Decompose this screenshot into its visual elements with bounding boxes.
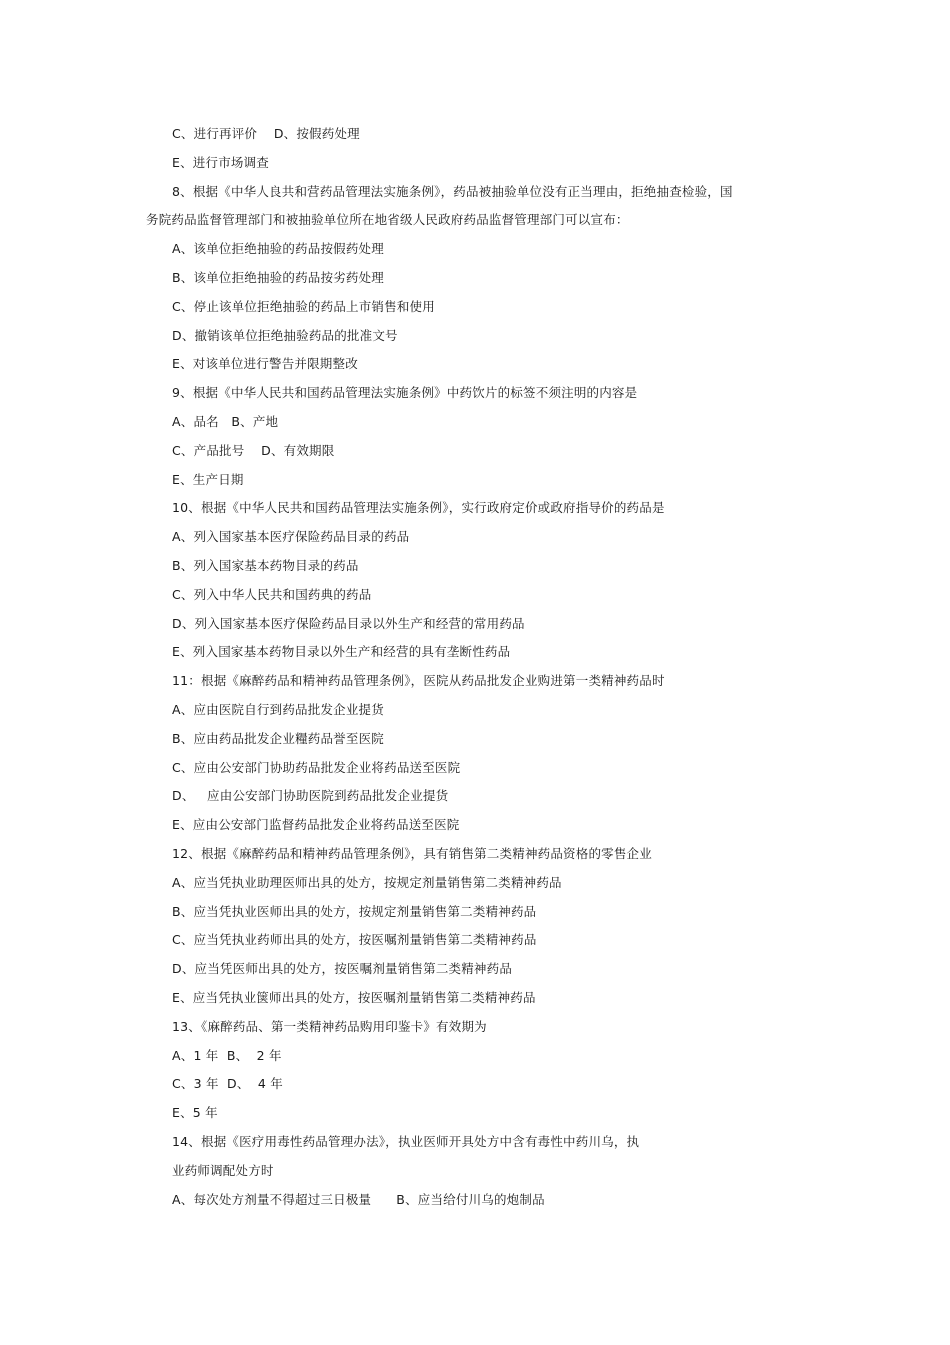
option-line: A、该单位拒绝抽验的药品按假药处理 [172,241,384,256]
question-9: 9、根据《中华人民共和国药品管理法实施条例》中药饮片的标签不须注明的内容是 [172,385,638,400]
question-11: 11：根据《麻醉药品和精神药品管理条例》，医院从药品批发企业购进第一类精神药品时 [172,673,665,688]
option-line: C、列入中华人民共和国药典的药品 [172,587,372,602]
option-line: E、列入国家基本药物目录以外生产和经营的具有垄断性药品 [172,644,511,659]
question-14-line-2: 业药师调配处方时 [172,1163,274,1178]
option-line: E、对该单位进行警告并限期整改 [172,356,358,371]
option-line: A、品名 B、产地 [172,414,279,429]
question-14-line-1: 14、根据《医疗用毒性药品管理办法》，执业医师开具处方中含有毒性中药川乌，执 [172,1134,640,1149]
option-line: A、列入国家基本医疗保险药品目录的药品 [172,529,410,544]
option-line: C、产品批号 D、有效期限 [172,443,335,458]
option-line: C、应当凭执业药师出具的处方，按医嘱剂量销售第二类精神药品 [172,932,537,947]
option-line: C、停止该单位拒绝抽验的药品上市销售和使用 [172,299,435,314]
text-line: E、进行市场调查 [172,155,269,170]
question-13: 13、《麻醉药品、第一类精神药品购用印鉴卡》有效期为 [172,1019,487,1034]
question-8-line-1: 8、根据《中华人良共和营药品管理法实施条例》，药品被抽验单位没有正当理由，拒绝抽查检验，国 [172,184,733,199]
option-line: A、每次处方剂量不得超过三日极量 B、应当给付川乌的炮制品 [172,1192,545,1207]
option-line: B、应由药品批发企业糧药品誉至医院 [172,731,384,746]
option-line: D、 应由公安部门协助医院到药品批发企业提货 [172,788,449,803]
option-line: E、应由公安部门监督药品批发企业将药品送至医院 [172,817,460,832]
option-line: D、撤销该单位拒绝抽验药品的批准文号 [172,328,398,343]
option-line: D、应当凭医师出具的处方，按医嘱剂量销售第二类精神药品 [172,961,513,976]
option-line: C、应由公安部门协助药品批发企业将药品送至医院 [172,760,461,775]
option-line: D、列入国家基本医疗保险药品目录以外生产和经营的常用药品 [172,616,525,631]
option-line: A、应当凭执业助理医师出具的处方，按规定剂量销售第二类精神药品 [172,875,562,890]
question-8-line-2: 务院药品监督管理部门和被抽验单位所在地省级人民政府药品监督管理部门可以宣布： [146,212,629,227]
question-12: 12、根据《麻醉药品和精神药品管理条例》，具有销售第二类精神药品资格的零售企业 [172,846,652,861]
text-line: C、进行再评价 D、按假药处理 [172,126,360,141]
question-10: 10、根据《中华人民共和国药品管理法实施条例》，实行政府定价或政府指导价的药品是 [172,500,665,515]
option-line: A、1 年 B、 2 年 [172,1048,282,1063]
option-line: B、该单位拒绝抽验的药品按劣药处理 [172,270,384,285]
option-line: B、列入国家基本药物目录的药品 [172,558,359,573]
option-line: E、应当凭执业箧师出具的处方，按医嘱剂量销售第二类精神药品 [172,990,536,1005]
option-line: E、5 年 [172,1105,218,1120]
option-line: B、应当凭执业医师出具的处方，按规定剂量销售第二类精神药品 [172,904,537,919]
option-line: E、生产日期 [172,472,244,487]
option-line: A、应由医院自行到药品批发企业提货 [172,702,384,717]
option-line: C、3 年 D、 4 年 [172,1076,283,1091]
